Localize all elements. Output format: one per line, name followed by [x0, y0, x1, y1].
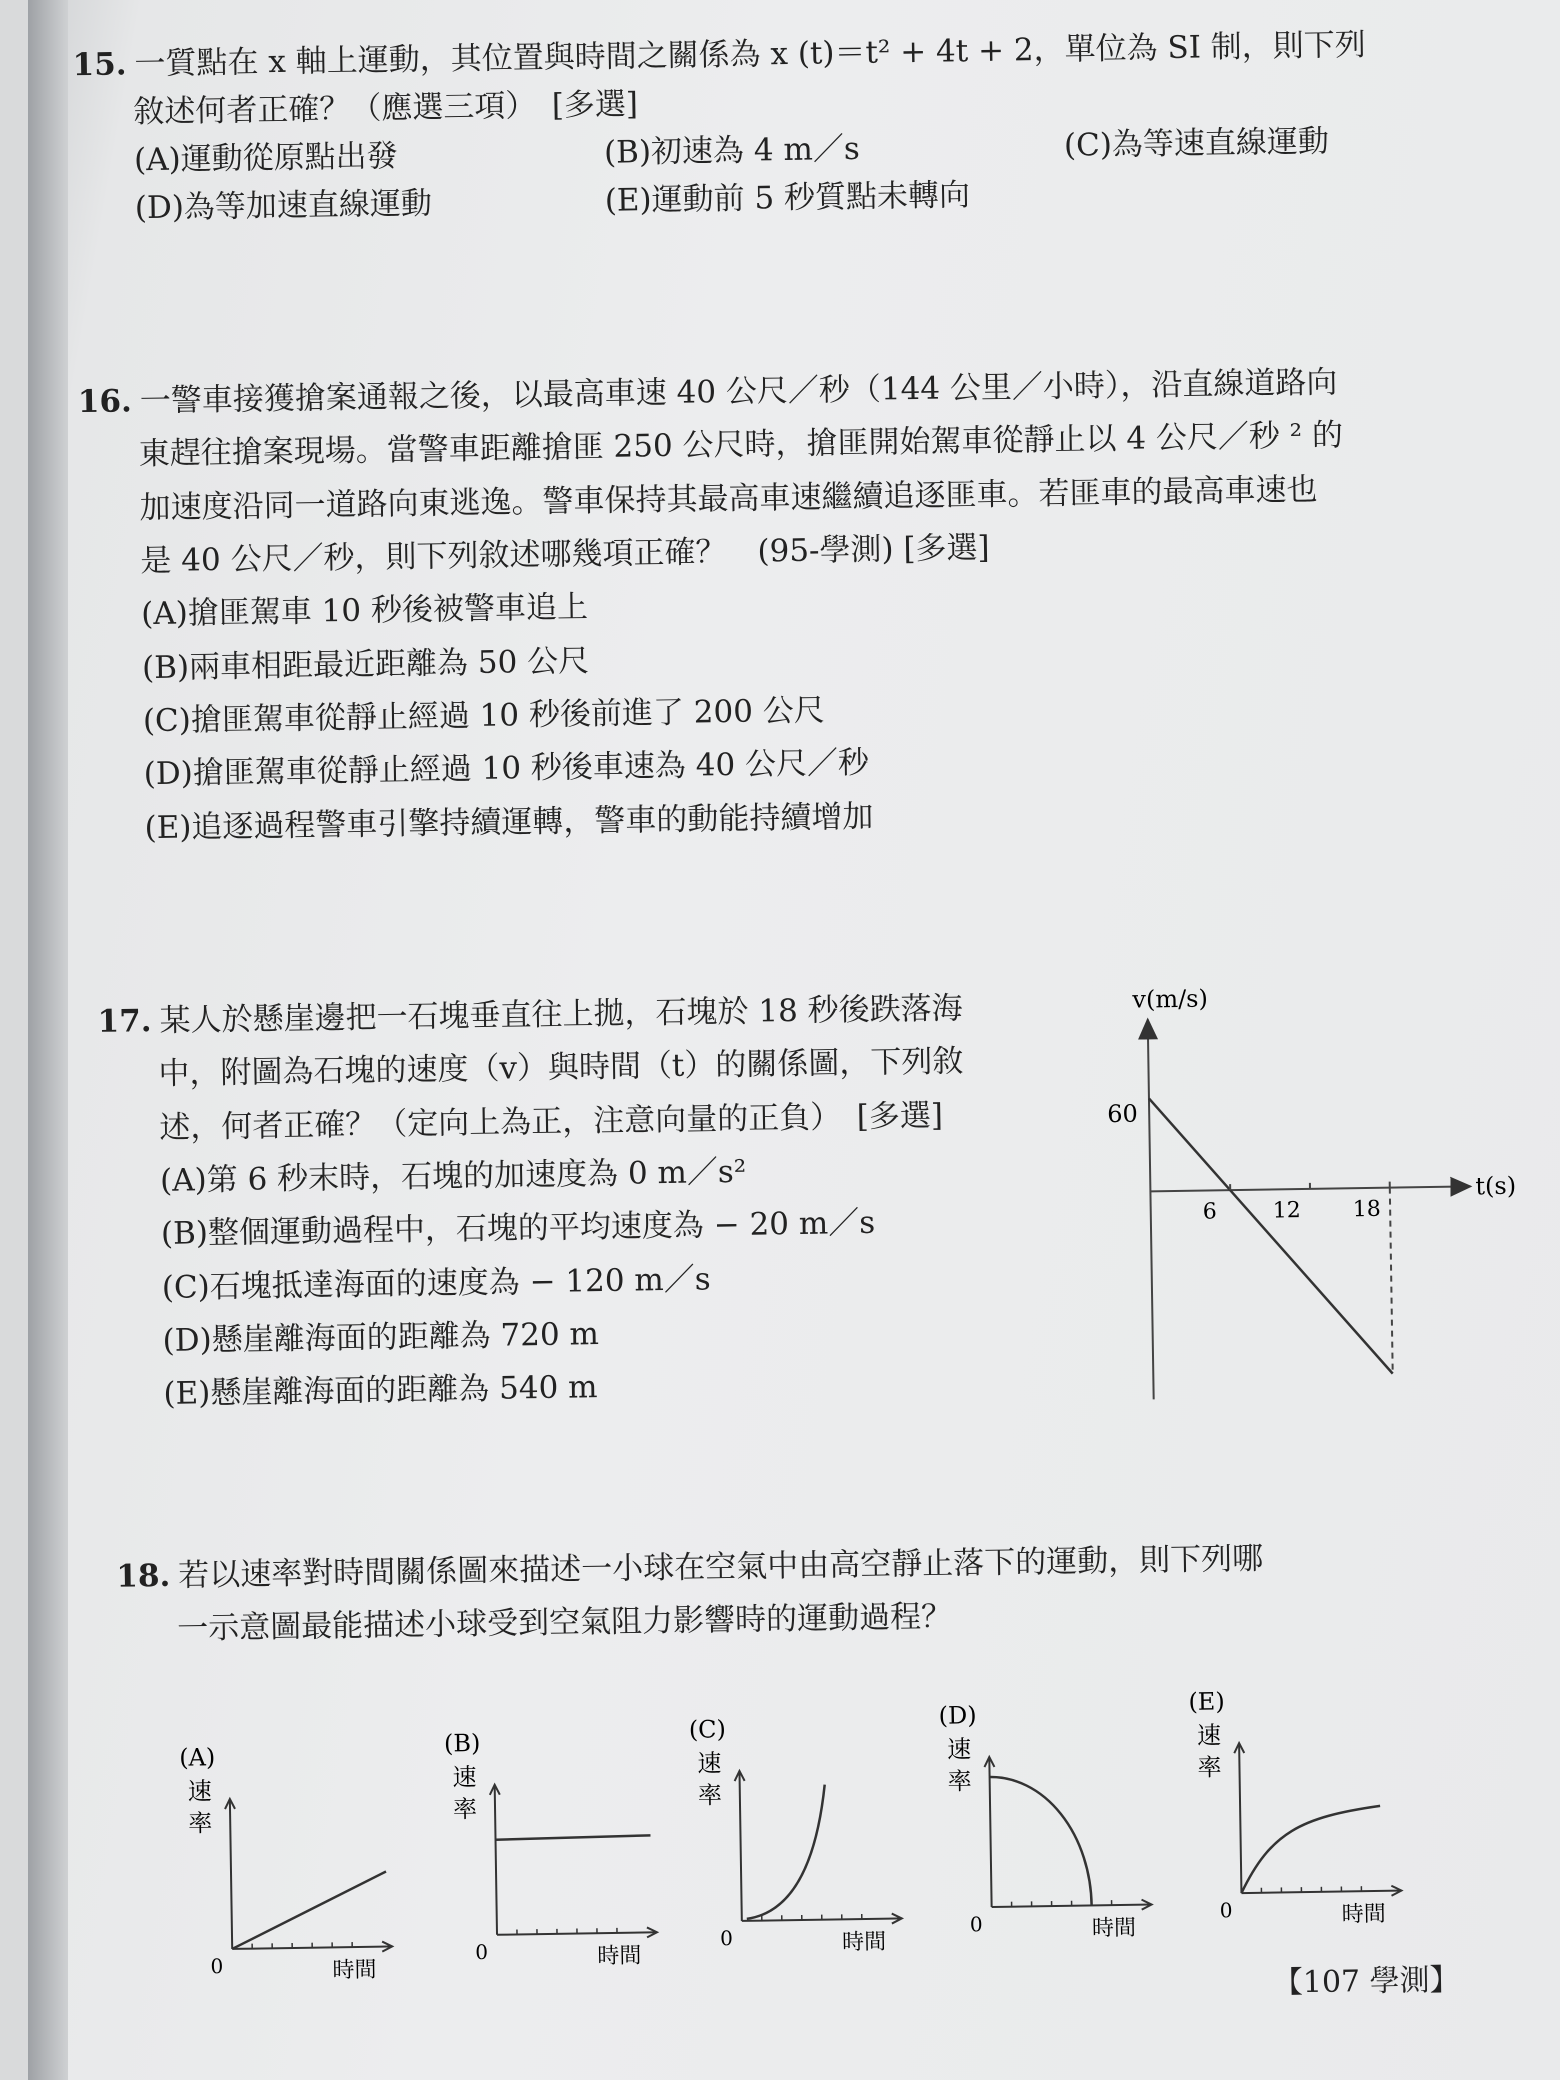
graph-curve: [1240, 1806, 1381, 1893]
graph-ylabel-char2: 率: [188, 1809, 213, 1838]
graph-ylabel-char2: 率: [947, 1767, 972, 1796]
q15-option-e: (E)運動前 5 秒質點未轉向: [604, 177, 971, 220]
q18-graph-a: [179, 1736, 403, 1989]
chart-ytick-60: 60: [1106, 1099, 1138, 1129]
graph-y-axis: [739, 1771, 741, 1921]
q15-stem-line2: 敘述何者正確？（應選三項） [多選]: [133, 86, 639, 131]
q18-graph-options: [178, 1679, 1482, 1989]
graph-xlabel: 時間: [841, 1929, 887, 1956]
chart-xtick-12: 12: [1272, 1198, 1301, 1224]
q16-number: 16.: [77, 383, 133, 421]
q18-graph-d: [938, 1694, 1162, 1947]
graph-curve: [231, 1872, 387, 1949]
q17-stem-text1: 某人於懸崖邊把一石塊垂直往上拋，石塊於 18 秒後跌落海: [159, 990, 963, 1039]
q18-stem-line2: 一示意圖最能描述小球受到空氣阻力影響時的運動過程？: [176, 1598, 953, 1648]
q18-graph-e: [1188, 1680, 1412, 1933]
q17-number: 17.: [97, 1003, 152, 1040]
chart-y-axis: [1148, 1019, 1154, 1399]
question-16: [77, 356, 1349, 856]
graph-ylabel-char1: 速: [1196, 1721, 1222, 1750]
page-content: [28, 0, 1560, 2080]
q17-option-b: (B)整個運動過程中，石塊的平均速度為 − 20 m／s: [160, 1205, 876, 1253]
q15-option-d: (D)為等加速直線運動: [134, 185, 433, 227]
graph-curve: [495, 1835, 650, 1839]
velocity-time-chart: [1087, 973, 1534, 1410]
q17-stem-line2: 中，附圖為石塊的速度（v）與時間（t）的關係圖，下列敘: [158, 1043, 964, 1093]
chart-xtick-6: 6: [1202, 1199, 1217, 1225]
q17-option-c: (C)石塊抵達海面的速度為 − 120 m／s: [161, 1260, 711, 1306]
graph-xlabel: 時間: [332, 1957, 377, 1984]
q16-option-a: (A)搶匪駕車 10 秒後被警車追上: [140, 589, 589, 633]
q16-option-c: (C)搶匪駕車從靜止經過 10 秒後前進了 200 公尺: [142, 692, 826, 740]
q15-option-c: (C)為等速直線運動: [1063, 123, 1330, 164]
graph-xlabel: 時間: [597, 1943, 642, 1970]
graph-ylabel-char1: 速: [452, 1763, 477, 1792]
q16-option-e: (E)追逐過程警車引擎持續運轉，警車的動能持續增加: [144, 798, 874, 846]
graph-origin-label: 0: [1219, 1898, 1233, 1923]
q16-option-d: (D)搶匪駕車從靜止經過 10 秒後車速為 40 公尺／秒: [143, 744, 870, 793]
graph-y-axis: [495, 1785, 497, 1935]
chart-xtick-18: 18: [1352, 1196, 1381, 1223]
q17-option-e: (E)懸崖離海面的距離為 540 m: [163, 1369, 598, 1413]
graph-ylabel-char2: 率: [1197, 1753, 1222, 1782]
q15-option-a: (A)運動從原點出發: [133, 138, 398, 179]
q16-stem-line3: 加速度沿同一道路向東逃逸。警車保持其最高車速繼續追逐匪車。若匪車的最高車速也: [139, 471, 1318, 526]
q17-option-d: (D)懸崖離海面的距離為 720 m: [162, 1315, 600, 1359]
graph-label: (E): [1188, 1687, 1225, 1716]
graph-origin-label: 0: [210, 1954, 224, 1979]
graph-xlabel: 時間: [1091, 1915, 1137, 1942]
graph-xlabel: 時間: [1341, 1901, 1387, 1928]
q15-number: 15.: [72, 46, 127, 84]
velocity-series-line: [1149, 1095, 1393, 1378]
q15-option-b: (B)初速為 4 m／s: [603, 130, 861, 171]
graph-label: (A): [178, 1743, 216, 1772]
q15-stem-text1: 一質點在 x 軸上運動，其位置與時間之關係為 x (t)＝t² + 4t + 2，單位為 SI 制，則下列: [134, 26, 1367, 83]
graph-ylabel-char1: 速: [187, 1777, 212, 1806]
graph-ylabel-char2: 率: [697, 1781, 723, 1810]
q18-number: 18.: [116, 1557, 171, 1595]
graph-curve: [990, 1775, 1092, 1907]
q16-option-b: (B)兩車相距最近距離為 50 公尺: [141, 642, 590, 686]
q17-option-a: (A)第 6 秒末時，石塊的加速度為 0 m／s²: [159, 1153, 747, 1199]
chart-xlabel: t(s): [1475, 1171, 1517, 1201]
graph-origin-label: 0: [719, 1926, 734, 1951]
q18-graph-b: [444, 1722, 668, 1975]
q16-stem-text1: 一警車接獲搶案通報之後，以最高車速 40 公尺／秒（144 公里／小時），沿直線道路向: [139, 364, 1338, 420]
graph-label: (C): [688, 1715, 727, 1744]
graph-ylabel-char1: 速: [946, 1735, 972, 1764]
graph-ylabel-char1: 速: [697, 1749, 722, 1778]
graph-curve: [745, 1785, 827, 1919]
q16-stem-line2: 東趕往搶案現場。當警車距離搶匪 250 公尺時，搶匪開始駕車從靜止以 4 公尺／秒 ² 的: [138, 417, 1344, 473]
q17-stem-line3: 述，何者正確？（定向上為正，注意向量的正負） [多選]: [159, 1097, 944, 1146]
graph-y-axis: [989, 1757, 991, 1907]
dashed-guide-t18: [1390, 1188, 1393, 1374]
textbook-page: [28, 0, 1560, 2080]
graph-y-axis: [230, 1799, 232, 1949]
q16-stem-line4: 是 40 公尺／秒，則下列敘述哪幾項正確？ (95-學測) [多選]: [140, 529, 990, 580]
question-17: [97, 982, 969, 1422]
graph-y-axis: [1239, 1743, 1241, 1893]
chart-ylabel: v(m/s): [1132, 984, 1209, 1014]
graph-origin-label: 0: [969, 1912, 983, 1937]
exam-source-footer: 【107 學測】: [1272, 1962, 1460, 2001]
question-15: [72, 21, 1368, 233]
graph-origin-label: 0: [475, 1939, 489, 1965]
graph-ylabel-char2: 率: [452, 1795, 478, 1824]
q18-stem-text1: 若以速率對時間關係圖來描述一小球在空氣中由高空靜止落下的運動，則下列哪: [177, 1540, 1264, 1594]
q18-graph-c: [689, 1708, 913, 1961]
graph-label: (D): [938, 1701, 977, 1730]
graph-label: (B): [443, 1729, 481, 1758]
question-18: [116, 1533, 1264, 1658]
